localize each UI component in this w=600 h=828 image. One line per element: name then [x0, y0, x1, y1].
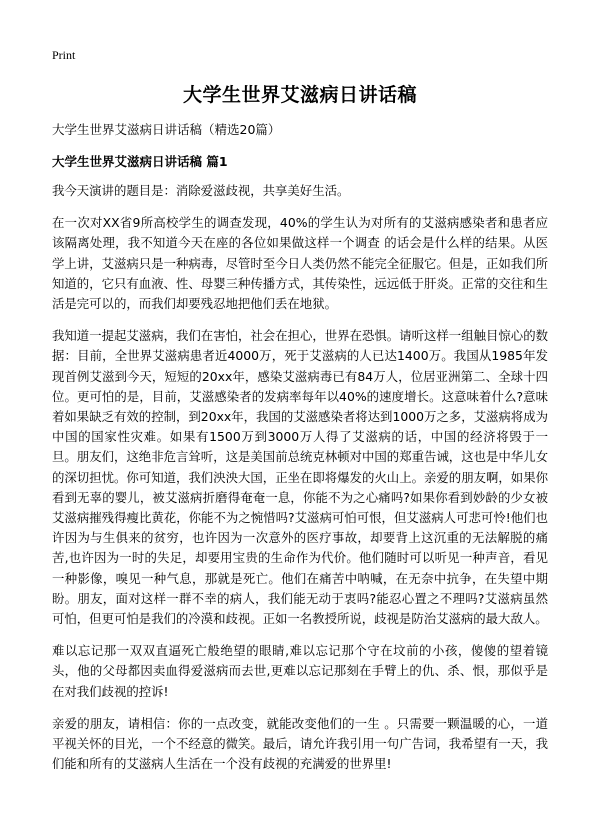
- print-link[interactable]: Print: [52, 48, 76, 62]
- section-heading: 大学生世界艾滋病日讲话稿 篇1: [52, 154, 228, 169]
- paragraph-1: 我今天演讲的题目是：消除爱滋歧视，共享美好生活。: [52, 183, 350, 198]
- paragraph-5: 亲爱的朋友，请相信：你的一点改变，就能改变他们的一生 。只需要一颗温暖的心，一道平视关怀的目光，一个不经意的微笑。最后，请允许我引用一句广告词，我希望有一天，我们能和所有的艾滋病人生活在一个没有歧视的充满爱的世界里!: [52, 715, 548, 772]
- article-body: [52, 181, 548, 786]
- document-title: 大学生世界艾滋病日讲话稿: [182, 84, 417, 106]
- document-subtitle: 大学生世界艾滋病日讲话稿（精选20篇）: [52, 122, 281, 137]
- paragraph-2: 在一次对XX省9所高校学生的调查发现，40%的学生认为对所有的艾滋病感染者和患者应该隔离处理，我不知道今天在座的各位如果做这样一个调查 的话会是什么样的结果。从医学上讲，艾滋病只是一种病毒，尽管时至今日人类仍然不能完全征服它。但是，正如我们所知道的，它只有血液、性、母婴三种传播方式，其传染性，远远低于肝炎。正常的交往和生活是完可以的，而我们却要残忍地把他们丢在地狱。: [52, 215, 548, 312]
- paragraph-4: 难以忘记那一双双直逼死亡般绝望的眼睛,难以忘记那个守在坟前的小孩，傻傻的望着镜头，他的父母都因卖血得爱滋病而去世,更难以忘记那刻在手臂上的仇、杀、恨，那似乎是在对我们歧视的控诉!: [52, 643, 548, 699]
- paragraph-3: 我知道一提起艾滋病，我们在害怕，社会在担心，世界在恐惧。请听这样一组触目惊心的数据：目前，全世界艾滋病患者近4000万，死于艾滋病的人已达1400万。我国从1985年发现首例艾滋到今天，短短的20xx年，感染艾滋病毒已有84万人，位居亚洲第二、全球十四位。更可怕的是，目前，艾滋感染者的发病率每年以40%的速度增长。这意味着什么?意味着如果缺乏有效的控制，到20xx年，我国的艾滋感染者将达到1000万之多，艾滋病将成为中国的国家性灾难。如果有1500万到3000万人得了艾滋病的话，中国的经济将毁于一旦。朋友们，这绝非危言耸听，这是美国前总统克林顿对中国的郑重告诫，这也是中华儿女的深切担忧。你可知道，我们泱泱大国，正坐在即将爆发的火山上。亲爱的朋友啊，如果你看到无辜的婴儿，被艾滋病折磨得奄奄一息，你能不为之心痛吗?如果你看到妙龄的少女被艾滋病摧残得瘦比黄花，你能不为之惋惜吗?艾滋病可怕可恨，但艾滋病人可悲可怜!他们也许因为与生俱来的贫穷，也许因为一次意外的医疗事故，却要背上这沉重的无法解脱的痛苦,也许因为一时的失足，却要用宝贵的生命作为代价。他们随时可以听见一种声音，看见一种影像，嗅见一种气息，那就是死亡。他们在痛苦中呐喊，在无奈中抗争，在失望中期盼。朋友，面对这样一群不幸的病人，我们能无动于衷吗?能忍心置之不理吗?艾滋病虽然可怕，但更可怕是我们的冷漠和歧视。正如一名教授所说，歧视是防治艾滋病的最大敌人。: [52, 328, 548, 627]
